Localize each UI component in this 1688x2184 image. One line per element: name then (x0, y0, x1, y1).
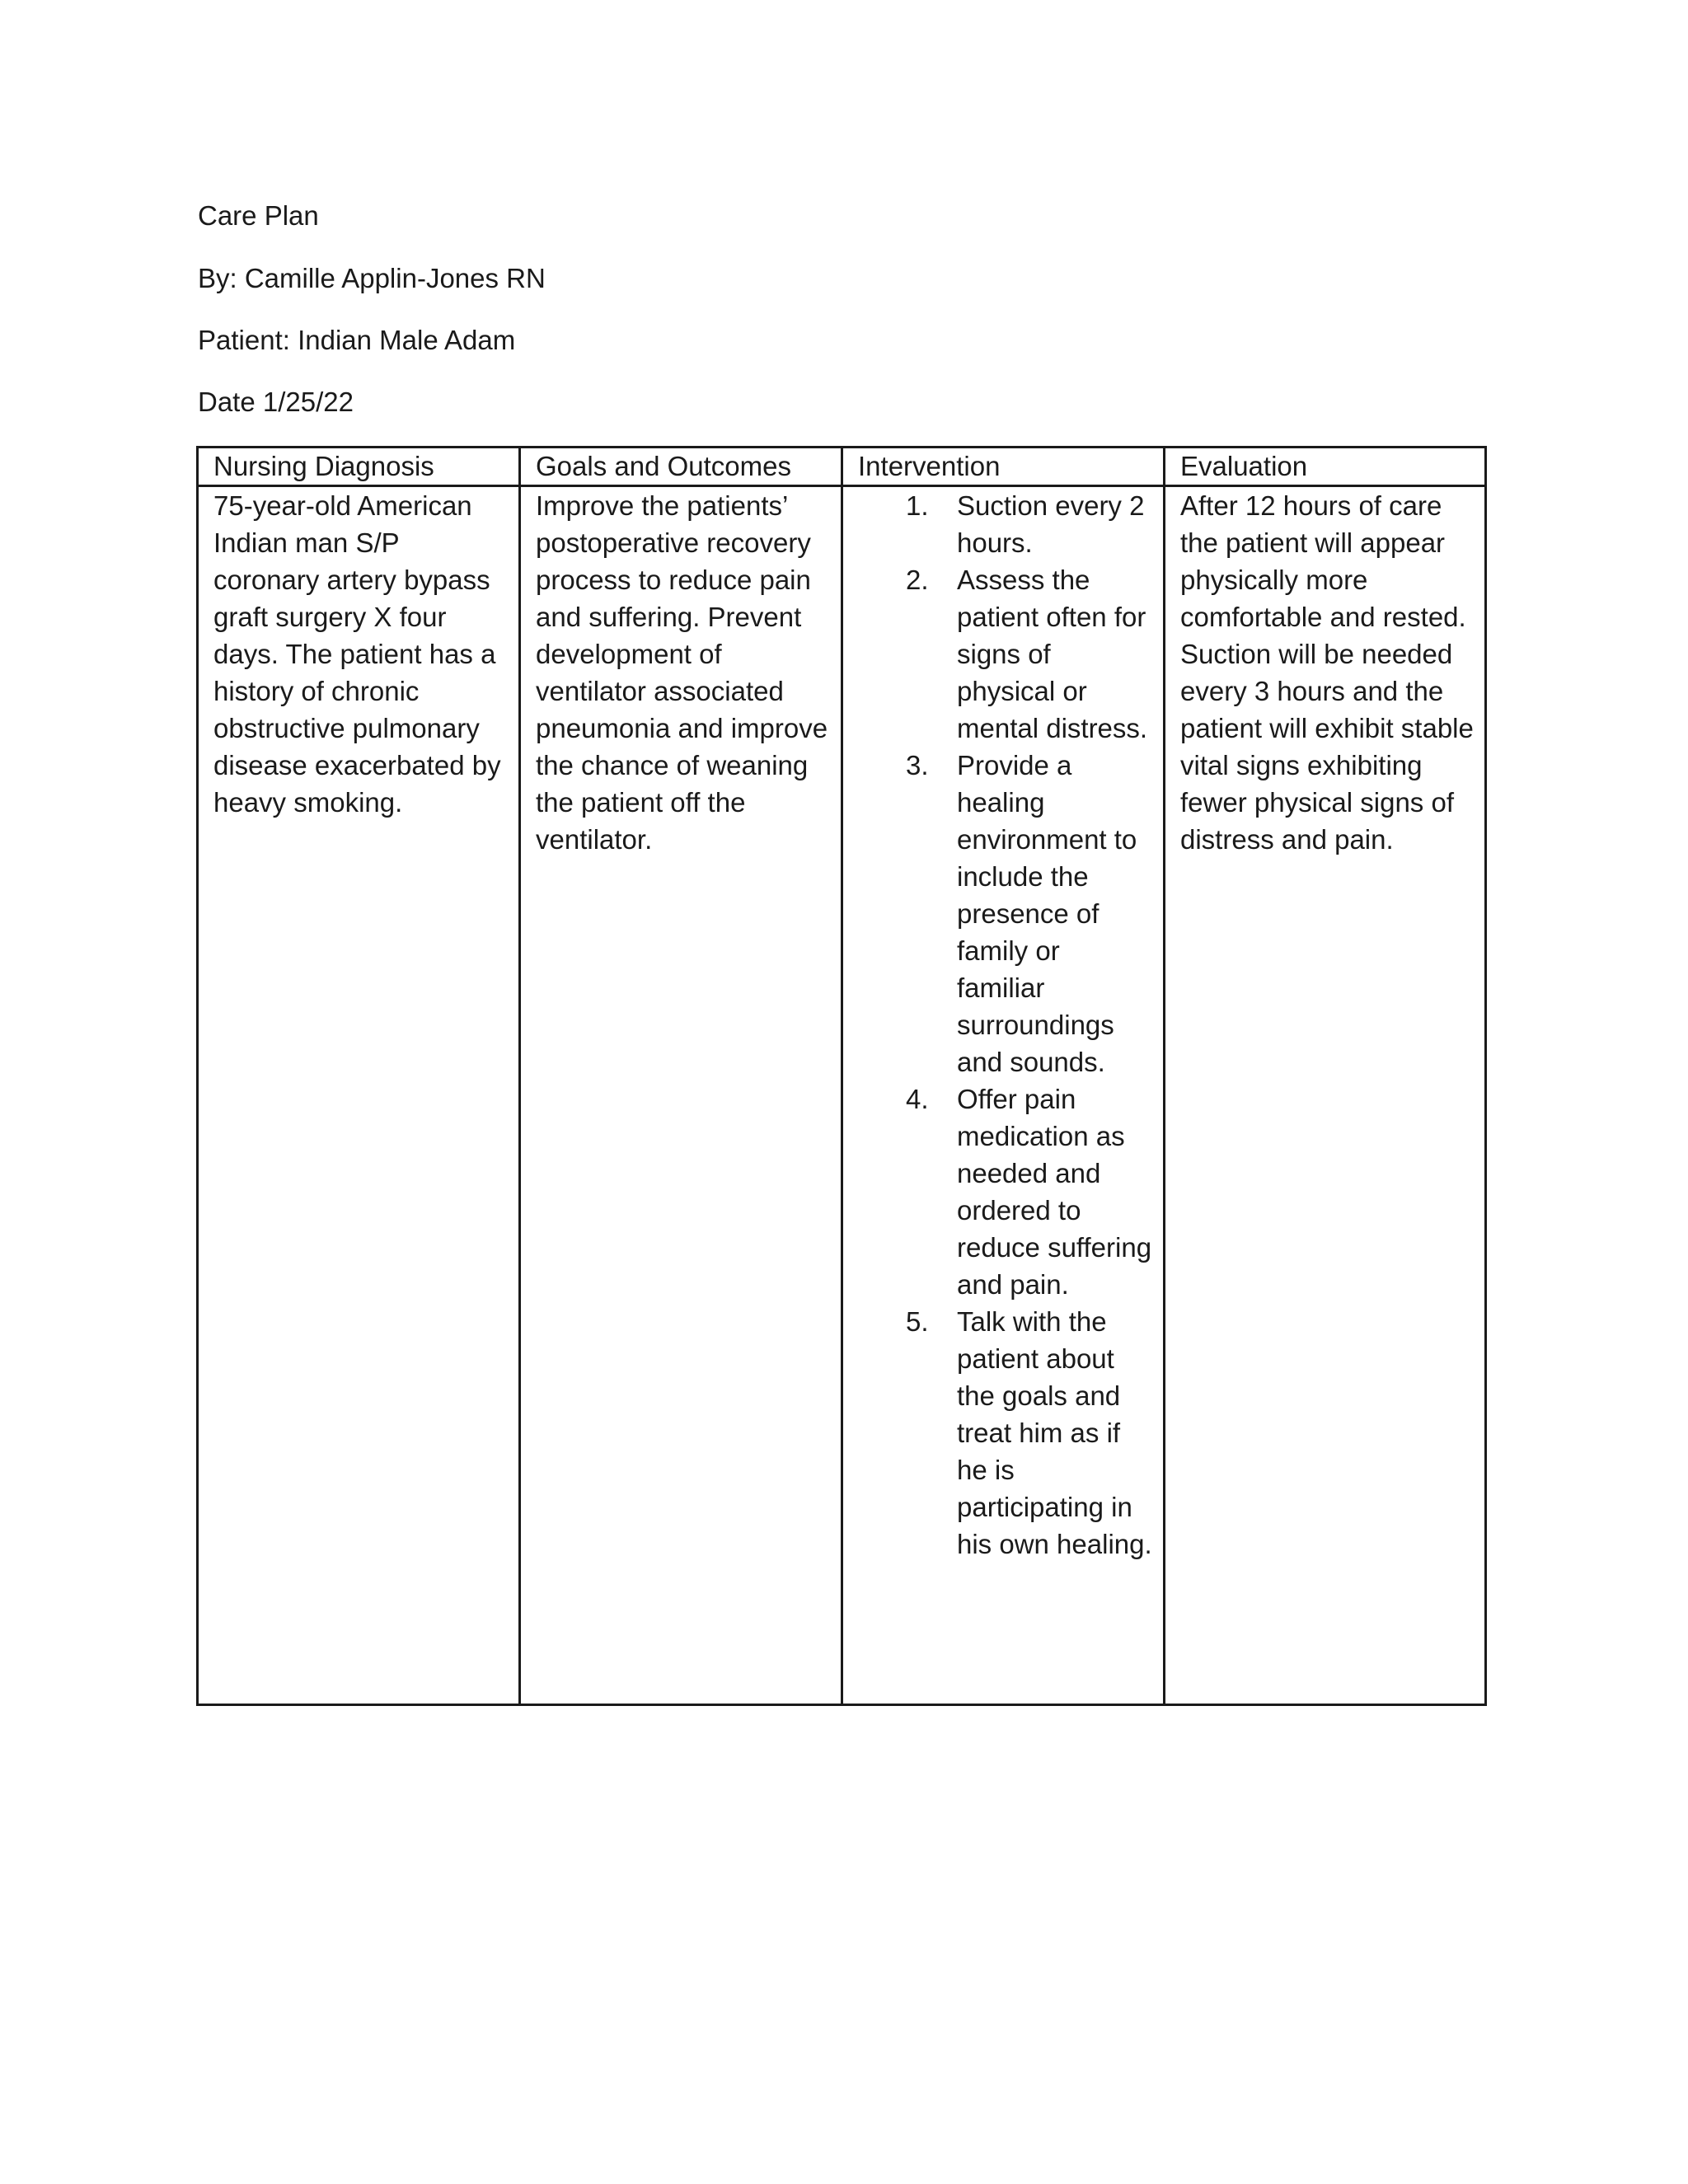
evaluation-cell (1165, 486, 1486, 1705)
list-item-text: Suction every 2 hours. (957, 490, 1145, 558)
goals-cell (520, 486, 842, 1705)
column-header-nursing-diagnosis: Nursing Diagnosis (198, 448, 520, 486)
list-item-text: Talk with the patient about the goals and treat him as if he is participating in his own healing. (957, 1306, 1152, 1559)
list-item-number: 5. (906, 1306, 929, 1337)
author-line: By: Camille Applin-Jones RN (198, 263, 546, 293)
evaluation-text: After 12 hours of care the patient will appear physically more comfortable and rested. Suction will be needed every 3 hours and the patient will exhibit stable vital signs exhibiting fewer physical signs of distress and pain. (1180, 490, 1474, 855)
patient-line: Patient: Indian Male Adam (198, 325, 516, 355)
column-header-goals-outcomes: Goals and Outcomes (520, 448, 842, 486)
care-plan-table (196, 446, 1487, 1706)
intervention-list (858, 487, 1153, 1563)
column-header-evaluation: Evaluation (1165, 448, 1486, 486)
list-item (858, 1080, 1153, 1303)
list-item-number: 4. (906, 1084, 929, 1114)
table-header-row (198, 448, 1486, 486)
list-item-text: Provide a healing environment to include the presence of family or familiar surroundings and sounds. (957, 750, 1137, 1077)
diagnosis-text: 75-year-old American Indian man S/P coronary artery bypass graft surgery X four days. The patient has a history of chronic obstructive pulmonary disease exacerbated by heavy smoking. (213, 490, 501, 818)
document-title: Care Plan (198, 200, 319, 231)
diagnosis-cell (198, 486, 520, 1705)
list-item-number: 1. (906, 490, 929, 521)
table-row (198, 486, 1486, 1705)
list-item (858, 1303, 1153, 1563)
list-item-text: Assess the patient often for signs of physical or mental distress. (957, 565, 1148, 743)
intervention-cell (842, 486, 1165, 1705)
list-item-text: Offer pain medication as needed and ordered to reduce suffering and pain. (957, 1084, 1152, 1300)
date-line: Date 1/25/22 (198, 387, 354, 417)
goals-text: Improve the patients’ postoperative recovery process to reduce pain and suffering. Prevent development of ventilator associated pneumonia and improve the chance of weaning the patient off the ventilator. (536, 490, 828, 855)
list-item (858, 747, 1153, 1080)
list-item-number: 3. (906, 750, 929, 780)
column-header-intervention: Intervention (842, 448, 1165, 486)
list-item (858, 487, 1153, 561)
list-item (858, 561, 1153, 747)
list-item-number: 2. (906, 565, 929, 595)
